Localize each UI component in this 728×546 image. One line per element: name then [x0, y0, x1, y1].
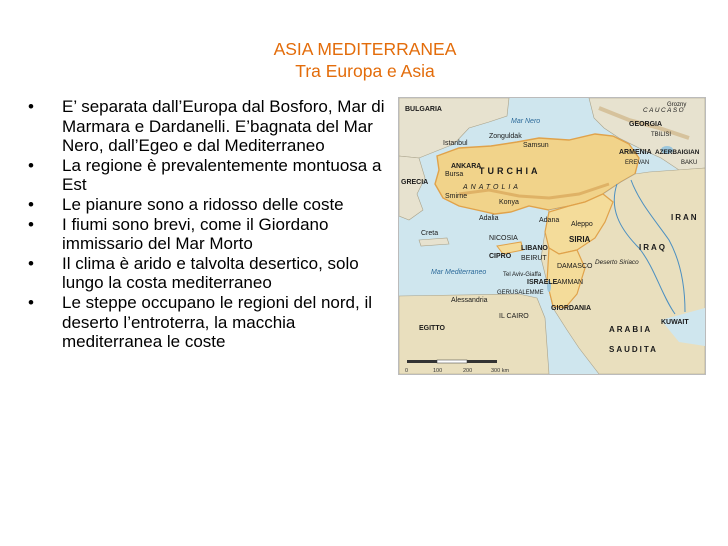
- bullet-marker: •: [28, 194, 34, 214]
- bullet-text: La regione è prevalentemente montuosa a Est: [62, 155, 382, 195]
- bullet-item: [28, 254, 400, 293]
- label-il-cairo: IL CAIRO: [499, 313, 529, 320]
- bullet-marker: •: [28, 253, 34, 273]
- bullet-text: Il clima è arido e talvolta desertico, solo lungo la costa mediterraneo: [62, 253, 359, 293]
- label-samsun: Samsun: [523, 142, 549, 149]
- label-damasco: DAMASCO: [557, 263, 593, 270]
- label-saudita: SAUDITA: [609, 345, 658, 354]
- bullet-marker: •: [28, 214, 34, 234]
- map-svg: [399, 98, 705, 374]
- label-grozny: Grozny: [667, 102, 687, 108]
- label-adalia: Adalia: [479, 215, 499, 222]
- label-armenia: ARMENIA: [619, 149, 652, 156]
- label-konya: Konya: [499, 199, 519, 206]
- label-aleppo: Aleppo: [571, 221, 593, 228]
- label-nicosia: NICOSIA: [489, 235, 518, 242]
- bullet-text: I fiumi sono brevi, come il Giordano immissario del Mar Morto: [62, 214, 329, 254]
- label-mar-nero: Mar Nero: [511, 118, 541, 125]
- bullet-item: [28, 215, 400, 254]
- label-arabia: ARABIA: [609, 325, 653, 334]
- label-iraq: IRAQ: [639, 243, 667, 252]
- bullet-item: [28, 156, 400, 195]
- label-gerusalemme: GERUSALEMME: [497, 290, 544, 296]
- label-alessandria: Alessandria: [451, 297, 488, 304]
- label-turchia: TURCHIA: [479, 166, 541, 176]
- label-grecia: GRECIA: [401, 179, 429, 186]
- bullet-marker: •: [28, 292, 34, 312]
- bullet-text: Le pianure sono a ridosso delle coste: [62, 194, 344, 214]
- bullet-marker: •: [28, 97, 34, 116]
- label-bursa: Bursa: [445, 171, 464, 178]
- label-beirut: BEIRUT: [521, 255, 547, 262]
- label-kuwait: KUWAIT: [661, 319, 689, 326]
- label-amman: AMMAN: [557, 279, 584, 286]
- map-image: [398, 97, 706, 375]
- label-azerbaigian: AZERBAIGIAN: [655, 149, 700, 156]
- label-giordania: GIORDANIA: [551, 305, 592, 312]
- slide-subtitle: Tra Europa e Asia: [295, 61, 435, 81]
- label-georgia: GEORGIA: [629, 121, 663, 128]
- bullet-item: [28, 293, 400, 352]
- label-bulgaria: BULGARIA: [405, 106, 442, 113]
- label-israele: ISRAELE: [527, 279, 558, 286]
- label-cipro: CIPRO: [489, 253, 512, 260]
- label-adana: Adana: [539, 217, 560, 224]
- label-anatolia: ANATOLIA: [463, 184, 521, 191]
- label-libano: LIBANO: [521, 245, 548, 252]
- label-erevan: EREVAN: [625, 160, 650, 166]
- label-creta: Creta: [421, 230, 439, 237]
- bullet-item: [28, 195, 400, 215]
- scale-label-200: 200: [463, 368, 473, 374]
- scale-label-0: 0: [405, 368, 409, 374]
- slide-title: [220, 38, 510, 82]
- scale-label-300: 300 km: [491, 368, 510, 374]
- bullet-item: [28, 97, 400, 156]
- bullet-text: E’ separata dall’Europa dal Bosforo, Mar di Marmara e Dardanelli. E’bagnata del Mar Nero, dall’Egeo e dal Mediterraneo: [62, 97, 385, 156]
- slide-title-main: ASIA MEDITERRANEA: [273, 39, 457, 59]
- label-caucaso: CAUCASO: [643, 107, 686, 114]
- label-siria: SIRIA: [569, 235, 591, 244]
- label-tbilisi: TBILISI: [651, 132, 672, 138]
- label-smirne: Smirne: [445, 193, 468, 200]
- scale-label-100: 100: [433, 368, 443, 374]
- label-istanbul: Istanbul: [443, 140, 468, 147]
- label-ankara: ANKARA: [451, 163, 482, 170]
- label-mar-mediterraneo: Mar Mediterraneo: [431, 269, 487, 276]
- label-deserto-siriaco: Deserto Siriaco: [595, 259, 639, 266]
- bullet-list: [28, 97, 400, 352]
- bullet-text: Le steppe occupano le regioni del nord, il deserto l’entroterra, la macchia mediterranea le coste: [62, 292, 372, 352]
- label-zonguldak: Zonguldak: [489, 133, 522, 140]
- bullet-marker: •: [28, 155, 34, 175]
- label-tel-aviv: Tel Aviv-Giaffa: [503, 272, 542, 278]
- label-baku: BAKU: [681, 160, 698, 166]
- label-iran: IRAN: [671, 213, 699, 222]
- label-egitto: EGITTO: [419, 325, 445, 332]
